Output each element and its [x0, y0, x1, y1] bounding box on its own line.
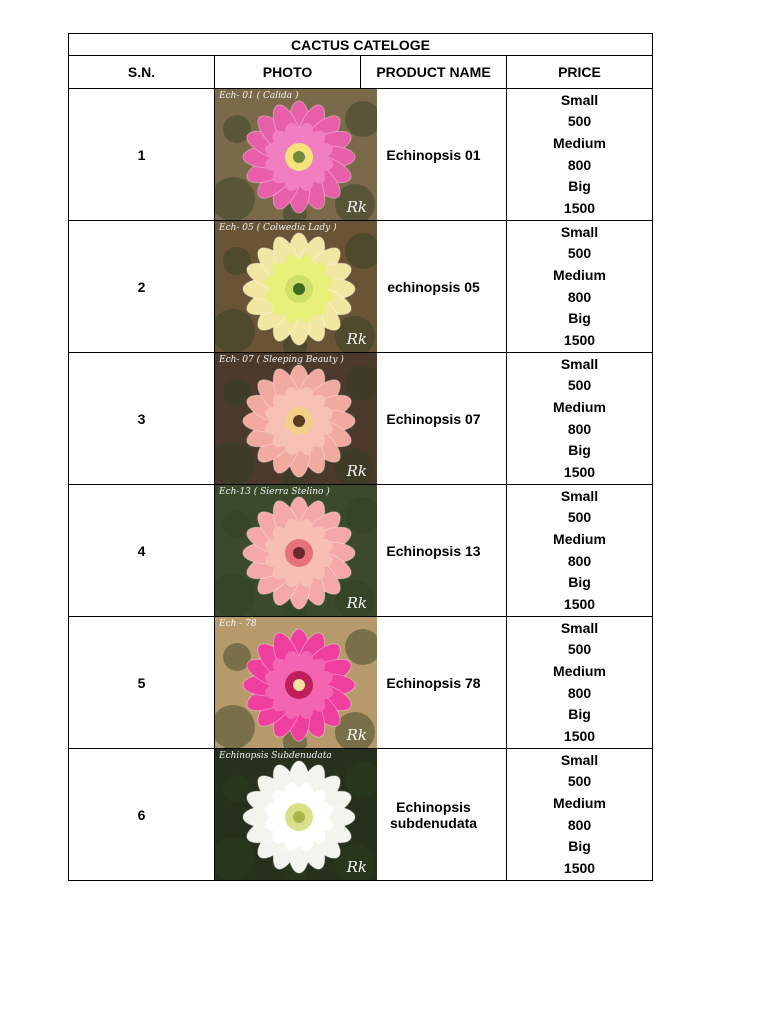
price-value: 1500 — [563, 463, 596, 480]
photo-caption: Ech - 78 — [219, 619, 257, 629]
price-value: 500 — [567, 773, 592, 790]
flower-photo — [215, 485, 377, 616]
catalog-title: CACTUS CATELOGE — [69, 34, 653, 56]
serial-number: 6 — [69, 749, 215, 881]
size-label: Small — [560, 619, 599, 636]
watermark: Rk — [346, 198, 367, 216]
size-label: Medium — [553, 530, 606, 547]
photo-cell — [215, 749, 367, 881]
price-value: 1500 — [563, 199, 596, 216]
header-photo: PHOTO — [215, 56, 361, 89]
price-cell — [507, 221, 653, 353]
size-label: Small — [560, 751, 599, 768]
product-name: Echinopsis 78 — [361, 617, 507, 749]
size-label: Medium — [553, 266, 606, 283]
size-label: Medium — [553, 794, 606, 811]
table-row — [69, 89, 653, 221]
photo-cell — [215, 353, 367, 485]
product-name: Echinopsis subdenudata — [361, 749, 507, 881]
watermark: Rk — [346, 858, 367, 876]
size-label: Big — [568, 574, 591, 591]
header-sn: S.N. — [69, 56, 215, 89]
flower-photo — [215, 617, 377, 748]
header-row — [69, 56, 653, 89]
table-row — [69, 485, 653, 617]
title-row — [69, 34, 653, 56]
serial-number: 5 — [69, 617, 215, 749]
price-cell — [507, 485, 653, 617]
size-label: Big — [568, 310, 591, 327]
price-value: 500 — [567, 245, 592, 262]
price-cell — [507, 89, 653, 221]
size-label: Small — [560, 355, 599, 372]
price-value: 800 — [567, 420, 592, 437]
size-label: Small — [560, 487, 599, 504]
size-label: Small — [560, 223, 599, 240]
catalog-sheet — [68, 33, 653, 881]
product-name: Echinopsis 13 — [361, 485, 507, 617]
flower-photo — [215, 749, 377, 880]
photo-caption: Echinopsis Subdenudata — [219, 751, 332, 761]
price-value: 1500 — [563, 859, 596, 876]
table-row — [69, 353, 653, 485]
photo-cell — [215, 221, 367, 353]
size-label: Medium — [553, 134, 606, 151]
price-value: 800 — [567, 288, 592, 305]
size-label: Big — [568, 838, 591, 855]
photo-caption: Ech- 01 ( Calida ) — [219, 91, 299, 101]
watermark: Rk — [346, 594, 367, 612]
watermark: Rk — [346, 462, 367, 480]
size-label: Big — [568, 442, 591, 459]
price-value: 800 — [567, 156, 592, 173]
size-label: Medium — [553, 398, 606, 415]
price-value: 800 — [567, 552, 592, 569]
header-product-name: PRODUCT NAME — [361, 56, 507, 89]
photo-caption: Ech- 05 ( Colwedia Lady ) — [219, 223, 337, 233]
flower-photo — [215, 89, 377, 220]
size-label: Big — [568, 706, 591, 723]
table-row — [69, 221, 653, 353]
table-row — [69, 749, 653, 881]
serial-number: 4 — [69, 485, 215, 617]
table-row — [69, 617, 653, 749]
price-value: 500 — [567, 377, 592, 394]
size-label: Big — [568, 178, 591, 195]
price-cell — [507, 749, 653, 881]
product-name: echinopsis 05 — [361, 221, 507, 353]
serial-number: 3 — [69, 353, 215, 485]
photo-cell — [215, 485, 367, 617]
price-value: 1500 — [563, 727, 596, 744]
watermark: Rk — [346, 330, 367, 348]
price-value: 1500 — [563, 331, 596, 348]
price-value: 800 — [567, 816, 592, 833]
flower-photo — [215, 221, 377, 352]
price-cell — [507, 353, 653, 485]
price-value: 500 — [567, 113, 592, 130]
photo-caption: Ech- 07 ( Sleeping Beauty ) — [219, 355, 344, 365]
product-name: Echinopsis 01 — [361, 89, 507, 221]
price-value: 500 — [567, 509, 592, 526]
price-value: 800 — [567, 684, 592, 701]
photo-cell — [215, 617, 367, 749]
photo-caption: Ech-13 ( Sierra Stelino ) — [219, 487, 330, 497]
size-label: Small — [560, 91, 599, 108]
serial-number: 1 — [69, 89, 215, 221]
watermark: Rk — [346, 726, 367, 744]
flower-photo — [215, 353, 377, 484]
size-label: Medium — [553, 662, 606, 679]
product-name: Echinopsis 07 — [361, 353, 507, 485]
photo-cell — [215, 89, 367, 221]
price-cell — [507, 617, 653, 749]
price-value: 1500 — [563, 595, 596, 612]
price-value: 500 — [567, 641, 592, 658]
header-price: PRICE — [507, 56, 653, 89]
catalog-table — [68, 33, 653, 881]
serial-number: 2 — [69, 221, 215, 353]
